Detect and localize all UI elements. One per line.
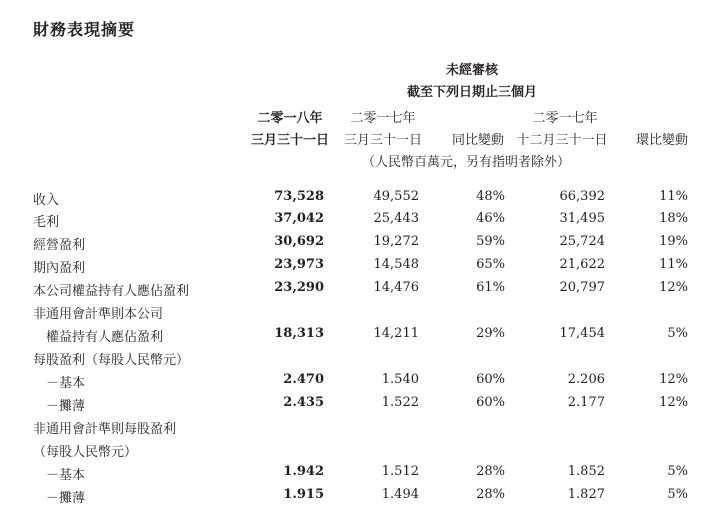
row-label: 權益持有人應佔盈利	[33, 330, 164, 345]
cell-c5: 11%	[659, 189, 688, 204]
cell-c4: 2.177	[567, 395, 605, 410]
cell-c1: 1.942	[283, 464, 324, 479]
cell-c2: 1.494	[381, 487, 419, 502]
cell-c5: 12%	[659, 395, 688, 410]
cell-c4: 1.827	[567, 487, 605, 502]
cell-c3: 28%	[476, 464, 505, 479]
cell-c5: 5%	[667, 464, 688, 479]
header-col4-date: 十二月三十一日	[516, 133, 608, 148]
cell-c2: 49,552	[373, 189, 419, 204]
cell-c3: 46%	[476, 211, 505, 226]
row-label: 期內盈利	[33, 261, 86, 276]
cell-c1: 2.435	[283, 395, 324, 410]
cell-c2: 14,548	[373, 257, 419, 272]
row-label: 收入	[33, 193, 60, 208]
cell-c1: 23,973	[274, 257, 324, 272]
cell-c5: 19%	[659, 234, 688, 249]
cell-c2: 19,272	[373, 234, 419, 249]
row-label: 毛利	[33, 215, 60, 230]
header-period: 截至下列日期止三個月	[406, 85, 538, 100]
cell-c5: 12%	[659, 280, 688, 295]
cell-c1: 2.470	[283, 372, 324, 387]
cell-c3: 61%	[476, 280, 505, 295]
cell-c3: 60%	[476, 395, 505, 410]
row-label: 非通用會計準則本公司	[33, 307, 164, 322]
cell-c2: 1.522	[381, 395, 419, 410]
cell-c4: 20,797	[559, 280, 605, 295]
cell-c4: 66,392	[559, 189, 605, 204]
cell-c3: 28%	[476, 487, 505, 502]
cell-c2: 1.512	[381, 464, 419, 479]
row-label: 本公司權益持有人應佔盈利	[33, 284, 190, 299]
cell-c3: 29%	[476, 326, 505, 341]
cell-c1: 73,528	[274, 189, 324, 204]
header-col4-year: 二零一七年	[532, 111, 598, 126]
header-col1-date: 三月三十一日	[250, 133, 330, 148]
row-label: －攤薄	[33, 399, 86, 414]
cell-c4: 21,622	[559, 257, 605, 272]
row-label: －基本	[33, 376, 86, 391]
cell-c4: 1.852	[567, 464, 605, 479]
cell-c2: 25,443	[373, 211, 419, 226]
cell-c2: 14,476	[373, 280, 419, 295]
cell-c1: 23,290	[274, 280, 324, 295]
cell-c4: 2.206	[567, 372, 605, 387]
row-label: －基本	[33, 468, 86, 483]
header-col3: 同比變動	[451, 133, 505, 148]
header-col2-year: 二零一七年	[350, 111, 416, 126]
cell-c1: 37,042	[274, 211, 324, 226]
header-col2-date: 三月三十一日	[343, 133, 423, 148]
cell-c3: 65%	[476, 257, 505, 272]
cell-c5: 5%	[667, 326, 688, 341]
row-label: （每股人民幣元）	[33, 445, 138, 460]
cell-c1: 1.915	[283, 487, 324, 502]
cell-c5: 5%	[667, 487, 688, 502]
cell-c5: 12%	[659, 372, 688, 387]
cell-c3: 59%	[476, 234, 505, 249]
header-col1-year: 二零一八年	[257, 111, 323, 126]
cell-c5: 11%	[659, 257, 688, 272]
row-label: 非通用會計準則每股盈利	[33, 422, 177, 437]
row-label: 每股盈利（每股人民幣元）	[33, 353, 190, 368]
cell-c2: 1.540	[381, 372, 419, 387]
cell-c1: 30,692	[274, 234, 324, 249]
header-unaudited: 未經審核	[445, 63, 499, 78]
cell-c5: 18%	[659, 211, 688, 226]
cell-c3: 60%	[476, 372, 505, 387]
page-title: 財務表現摘要	[33, 20, 136, 39]
row-label: －攤薄	[33, 491, 86, 506]
cell-c1: 18,313	[274, 326, 324, 341]
cell-c4: 25,724	[559, 234, 605, 249]
header-col5: 環比變動	[635, 133, 689, 148]
cell-c4: 17,454	[559, 326, 605, 341]
cell-c4: 31,495	[559, 211, 605, 226]
row-label: 經營盈利	[33, 238, 86, 253]
cell-c3: 48%	[476, 189, 505, 204]
header-unit-note: （人民幣百萬元，另有指明者除外）	[361, 155, 571, 170]
cell-c2: 14,211	[373, 326, 419, 341]
